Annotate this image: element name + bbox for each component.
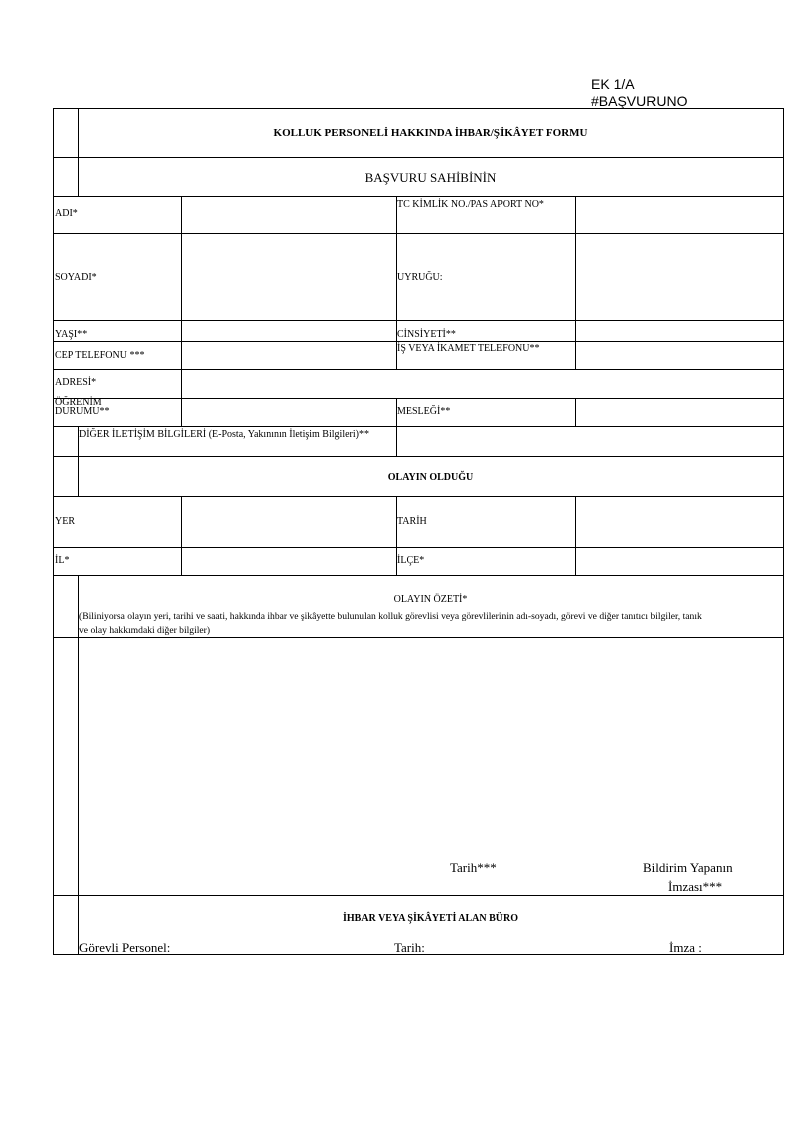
- name-field[interactable]: [182, 197, 395, 233]
- event-heading: OLAYIN OLDUĞU: [387, 472, 474, 483]
- applicant-heading: BAŞVURU SAHİBİNİN: [364, 170, 497, 185]
- place-field[interactable]: [182, 497, 395, 547]
- office-date-label: Tarih:: [394, 940, 425, 955]
- district-field[interactable]: [576, 548, 782, 575]
- gender-field[interactable]: [576, 321, 782, 341]
- province-label: İL*: [55, 555, 70, 566]
- job-label: MESLEĞİ**: [397, 406, 451, 417]
- mobile-phone-field[interactable]: [182, 342, 395, 369]
- annex-number: EK 1/A: [591, 76, 635, 92]
- complaint-form: [53, 108, 784, 955]
- address-label: ADRESİ*: [55, 377, 97, 388]
- surname-label: SOYADI*: [55, 272, 97, 283]
- office-heading: İHBAR VEYA ŞİKÂYETİ ALAN BÜRO: [342, 913, 519, 924]
- mobile-phone-label: CEP TELEFONU ***: [55, 350, 145, 361]
- surname-field[interactable]: [182, 234, 395, 320]
- home-phone-label: İŞ VEYA İKAMET TELEFONU**: [397, 343, 540, 354]
- event-summary-note-line1: (Biliniyorsa olayın yeri, tarihi ve saati, hakkında ihbar ve şikâyette bulunulan kolluk görevlisi veya görevlilerinin adı-soyadı, görevi ve diğer tanıtıcı bilgiler, tanık: [79, 611, 702, 622]
- other-contact-field[interactable]: [397, 427, 782, 456]
- job-field[interactable]: [576, 399, 782, 426]
- province-field[interactable]: [182, 548, 395, 575]
- home-phone-field[interactable]: [576, 342, 782, 369]
- nationality-field[interactable]: [576, 234, 782, 320]
- age-field[interactable]: [182, 321, 395, 341]
- staff-label: Görevli Personel:: [79, 940, 171, 955]
- tc-number-label: TC KİMLİK NO./PAS APORT NO*: [397, 199, 544, 210]
- event-date-label: TARİH: [397, 516, 427, 527]
- event-summary-field[interactable]: [79, 638, 782, 858]
- event-summary-heading: OLAYIN ÖZETİ*: [393, 594, 468, 605]
- tc-number-field[interactable]: [576, 197, 782, 233]
- education-label-line1: ÖĞRENİM: [55, 397, 102, 408]
- education-field[interactable]: [182, 399, 395, 426]
- form-title: KOLLUK PERSONELİ HAKKINDA İHBAR/ŞİKÂYET FORMU: [273, 127, 588, 139]
- place-label: YER: [55, 516, 75, 527]
- address-field[interactable]: [182, 370, 782, 398]
- office-signature-label: İmza :: [669, 940, 702, 955]
- signer-label-line2: İmzası***: [668, 879, 723, 894]
- nationality-label: UYRUĞU:: [397, 272, 443, 283]
- other-contact-label: DİĞER İLETİŞİM BİLGİLERİ (E-Posta, Yakınının İletişim Bilgileri)**: [79, 429, 369, 440]
- age-label: YAŞI**: [55, 329, 88, 340]
- district-label: İLÇE*: [397, 555, 425, 566]
- event-summary-note-line2: ve olay hakkımdaki diğer bilgiler): [79, 625, 211, 636]
- education-label-line2: DURUMU**: [55, 406, 110, 417]
- name-label: ADI*: [55, 208, 78, 219]
- event-date-field[interactable]: [576, 497, 782, 547]
- gender-label: CİNSİYETİ**: [397, 329, 456, 340]
- signer-label-line1: Bildirim Yapanın: [643, 860, 733, 875]
- application-number: #BAŞVURUNO: [591, 93, 688, 109]
- sign-date-label: Tarih***: [450, 860, 497, 875]
